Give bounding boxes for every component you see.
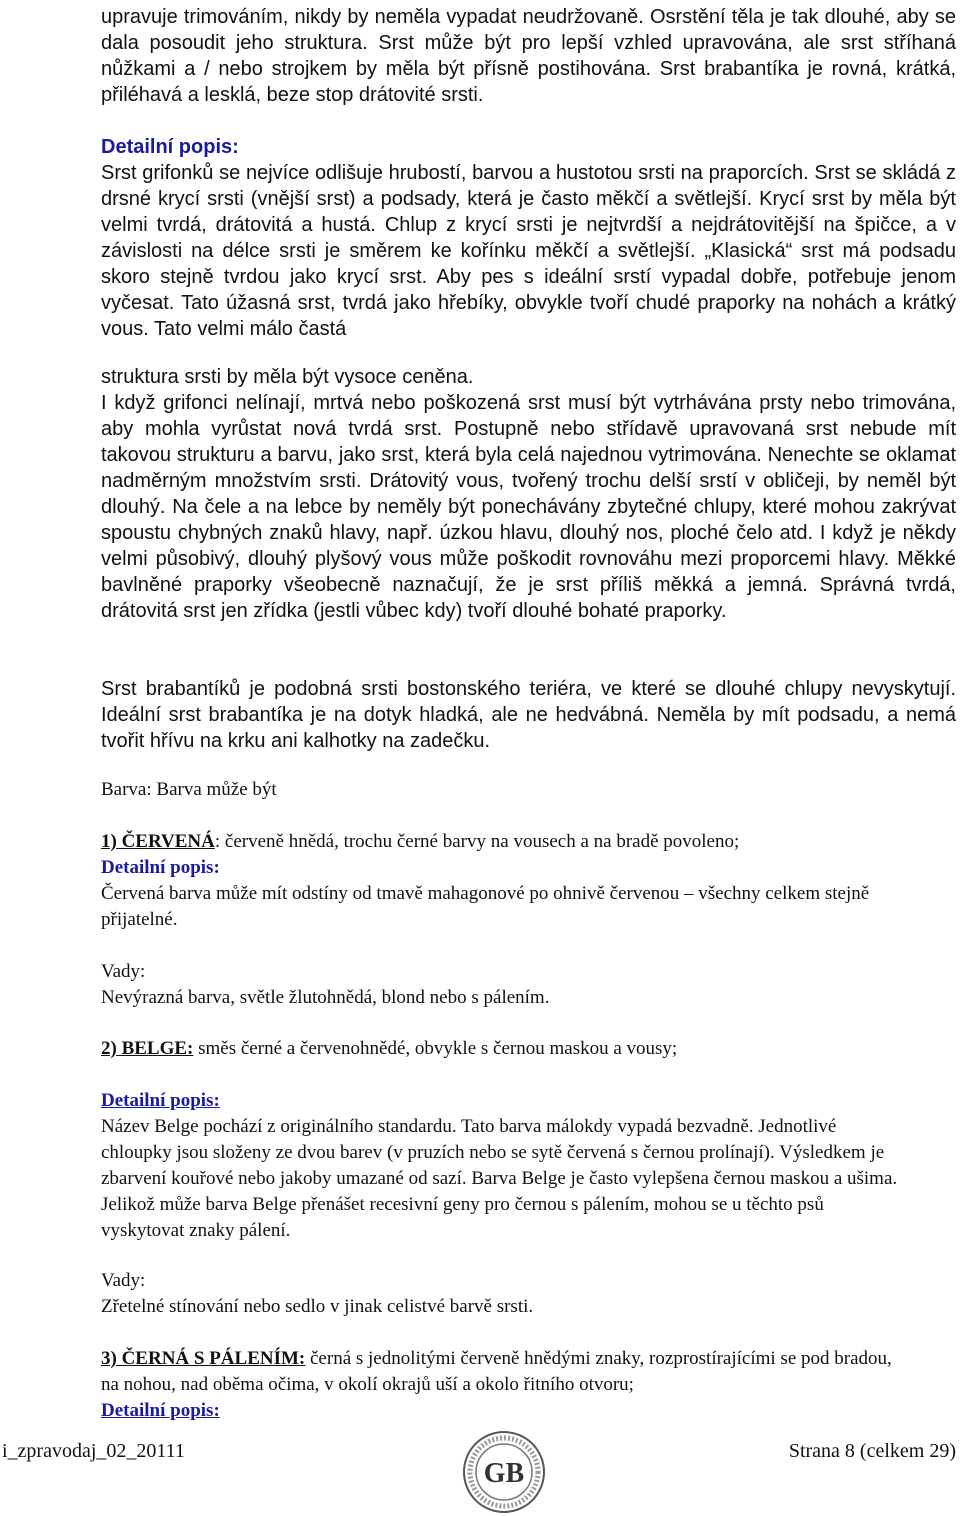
color-belge-desc: směs černé a červenohnědé, obvykle s černou maskou a vousy; (193, 1038, 678, 1059)
coat-intro-paragraph: upravuje trimováním, nikdy by neměla vypadat neudržovaně. Osrstění těla je tak dlouhé, aby se dala posoudit jeho struktura. Srst může být pro lepší vzhled upravována, ale srst stříhaná nůžkami a / nebo strojkem by měla být přísně postihována. Srst brabantíka je rovná, krátká, přiléhavá a lesklá, beze stop drátovité srsti. (101, 6, 956, 106)
color-red-detail: Červená barva může mít odstíny od tmavě mahagonové po ohnivě červenou – všechny celkem stejně přijatelné. (101, 883, 870, 930)
faults-label-belge: Vady: (101, 1270, 146, 1291)
coat-detail-paragraph: Srst grifonků se nejvíce odlišuje hrubostí, barvou a hustotou srsti na praporcích. Srst se skládá z drsné krycí srsti (vnější srst) a podsady, která je často měkčí a světlejší. Krycí srst by měla být velmi tvrdá, drátovitá a hustá. Chlup z krycí srsti je nejtvrdší a nejdrátovitější na špičce, a v závislosti na délce srsti je směrem ke kořínku měkčí a světlejší. „Klasická“ srst má podsadu skoro stejně tvrdou jako krycí srst. Aby pes s ideální srstí vypadal dobře, potřebuje jenom vyčesat. Tato úžasná srst, tvrdá jako hřebíky, obvykle tvoří chudé praporky na nohách a krátký vous. Tato velmi málo častá (101, 162, 956, 340)
color-red-desc: : červeně hnědá, trochu černé barvy na vousech a na bradě povoleno; (214, 831, 740, 852)
page-footer (0, 1438, 960, 1516)
brabant-coat-paragraph: Srst brabantíků je podobná srsti bostonského teriéra, ve které se dlouhé chlupy nevyskytují. Ideální srst brabantíka je na dotyk hladká, ale ne hedvábná. Neměla by mít podsadu, a nemá tvořit hřívu na krku ani kalhotky na zadečku. (101, 678, 956, 752)
color-black-tan-line (101, 1346, 901, 1398)
detail-heading-red: Detailní popis: (101, 857, 220, 878)
coat-trimming-paragraph: I když grifonci nelínají, mrtvá nebo poškozená srst musí být vytrhávána prsty nebo trimována, aby mohla vyrůstat nová tvrdá srst. Postupně nebo střídavě upravovaná srst nebude mít takovou strukturu a barvu, jako srst, která byla celá najednou vytrimována. Nenechte se oklamat nadměrným množstvím srsti. Drátovitý vous, tvořený trochu delší srstí v obličeji, by neměl být dlouhý. Na čele a na lebce by neměly být ponechávány zbytečné chlupy, které mohou zakrývat spoustu chybných znaků hlavy, např. úzkou hlavu, dlouhý nos, ploché čelo atd. I když je někdy velmi působivý, dlouhý plyšový vous může poškodit rovnováhu mezi proporcemi hlavy. Měkké bavlněné praporky všeobecně naznačují, že je srst příliš měkká a jemná. Správná tvrdá, drátovitá srst jen zřídka (jestli vůbec kdy) tvoří dlouhé bohaté praporky. (101, 392, 956, 622)
color-belge-detail: Název Belge pochází z originálního standardu. Tato barva málokdy vypadá bezvadně. Jednotlivé chloupky jsou složeny ze dvou barev (v pruzích nebo se sytě červená s černou prolínají). Výsledkem je zbarvení kouřové nebo jakoby umazané od sazí. Barva Belge je často vylepšena černou maskou a ušima. Jelikož může barva Belge přenášet recesivní geny pro černou s pálením, mohou se u těchto psů vyskytovat znaky pálení. (101, 1116, 898, 1241)
detail-heading-belge: Detailní popis: (101, 1090, 220, 1111)
faults-label-red: Vady: (101, 961, 146, 982)
footer-issue-label: i_zpravodaj_02_20111 (2, 1440, 185, 1462)
color-black-tan-title: 3) ČERNÁ S PÁLENÍM: (101, 1348, 306, 1369)
faults-belge: Zřetelné stínování nebo sedlo v jinak celistvé barvě srsti. (101, 1296, 534, 1317)
color-belge-title: 2) BELGE: (101, 1038, 194, 1059)
coat-detail-paragraph-end: struktura srsti by měla být vysoce ceněna. (101, 366, 474, 388)
color-red-line (101, 829, 956, 855)
faults-red: Nevýrazná barva, světle žlutohnědá, blond nebo s pálením. (101, 987, 550, 1008)
detail-heading-coat: Detailní popis: (101, 136, 239, 158)
color-red-title: 1) ČERVENÁ (101, 831, 215, 852)
color-belge-line (101, 1036, 956, 1062)
footer-page-number: Strana 8 (celkem 29) (788, 1440, 956, 1462)
color-black-tan-desc: černá s jednolitými červeně hnědými znaky, rozprostírajícími se pod bradou, na nohou, nad oběma očima, v okolí okrajů uší a okolo řitního otvoru; (101, 1348, 892, 1395)
detail-heading-black-tan: Detailní popis: (101, 1400, 220, 1421)
color-intro: Barva: Barva může být (101, 779, 277, 800)
logo-monogram: GB (483, 1458, 525, 1489)
club-seal-logo-icon (462, 1430, 546, 1514)
